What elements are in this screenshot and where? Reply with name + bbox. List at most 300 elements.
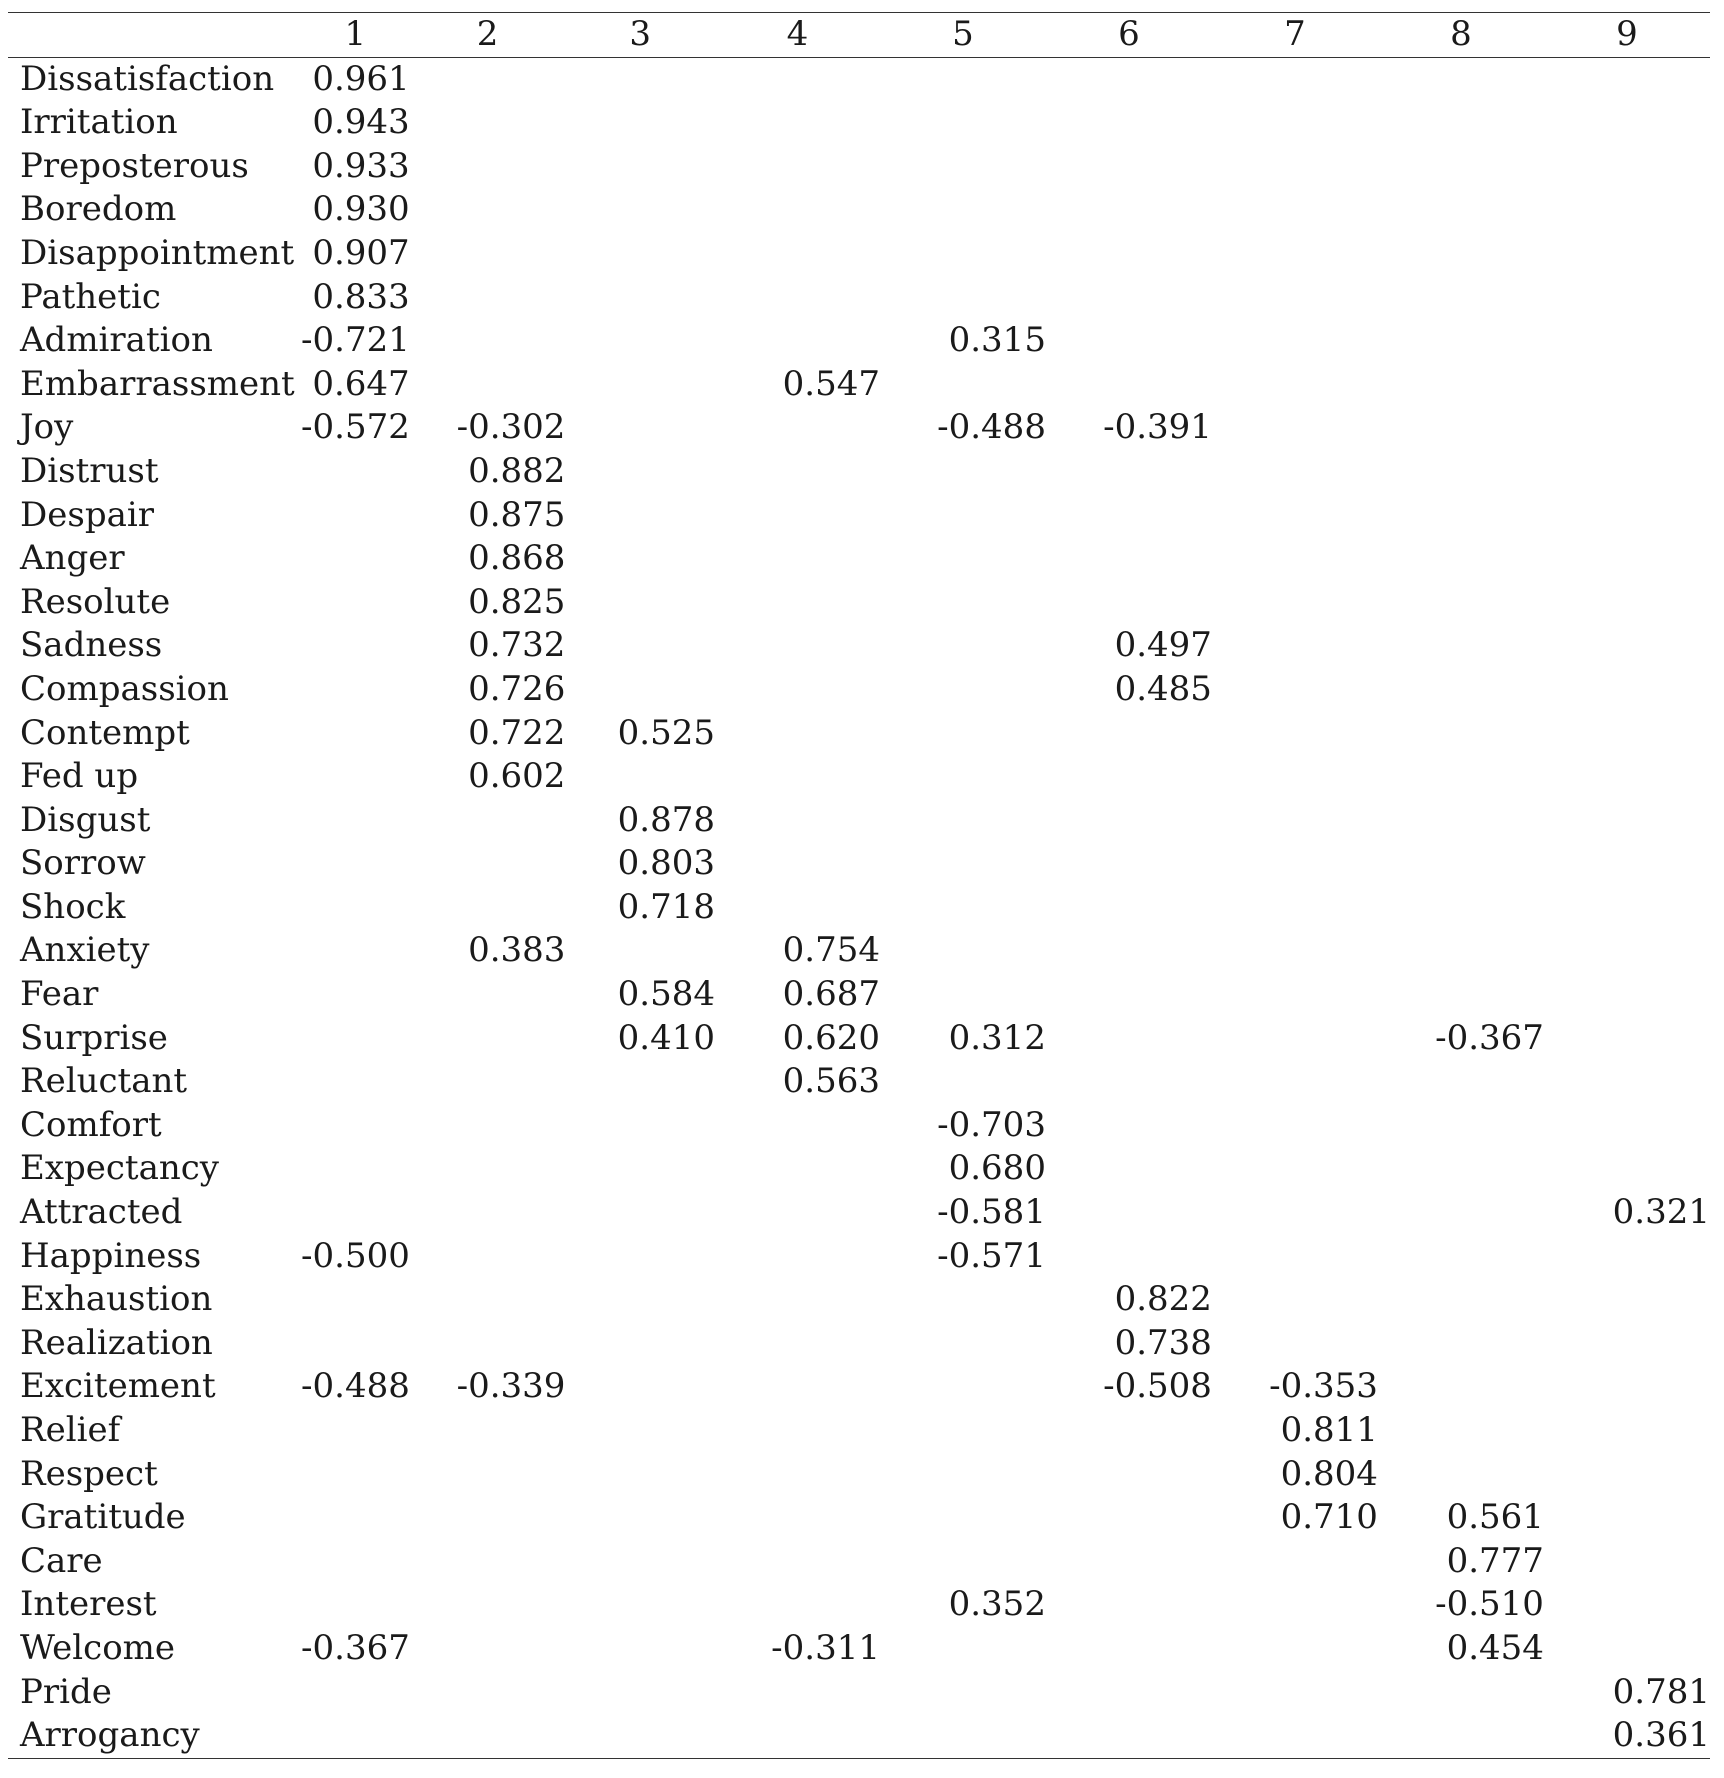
loading-cell-factor-3 xyxy=(565,363,715,407)
loading-cell-factor-3 xyxy=(565,450,715,494)
loading-cell-factor-2: 0.732 xyxy=(468,625,566,666)
row-label: Expectancy xyxy=(20,1148,220,1189)
loading-cell-factor-9 xyxy=(1544,1540,1710,1584)
row-label: Preposterous xyxy=(20,145,249,186)
loading-cell-factor-7 xyxy=(1212,494,1378,538)
loading-cell-factor-6 xyxy=(1046,799,1212,843)
header-cell-label xyxy=(8,13,301,58)
loading-cell-factor-6 xyxy=(1046,886,1212,930)
loading-cell-factor-7 xyxy=(1212,1060,1378,1104)
loading-cell-factor-7 xyxy=(1212,1191,1378,1235)
loading-cell-factor-1 xyxy=(301,624,410,668)
loading-cell-factor-8: 0.777 xyxy=(1446,1540,1544,1581)
loading-cell-factor-7 xyxy=(1212,188,1378,232)
loading-cell-factor-5 xyxy=(880,363,1046,407)
loading-cell-factor-2: 0.726 xyxy=(468,668,566,709)
row-label: Reluctant xyxy=(20,1061,188,1102)
loading-cell-factor-5 xyxy=(880,1671,1046,1715)
row-label: Pathetic xyxy=(20,276,161,317)
loading-cell-factor-1 xyxy=(301,1322,410,1366)
loading-cell-factor-9 xyxy=(1544,842,1710,886)
row-label: Despair xyxy=(20,494,154,535)
loading-cell-factor-3: 0.410 xyxy=(617,1017,715,1058)
loading-cell-factor-8 xyxy=(1378,1147,1544,1191)
loading-cell-factor-9: 0.321 xyxy=(1612,1192,1710,1233)
loading-cell-factor-9 xyxy=(1544,1409,1710,1453)
table-row xyxy=(8,712,1710,756)
loading-cell-factor-5: 0.352 xyxy=(948,1584,1046,1625)
table-row xyxy=(8,1191,1710,1235)
loading-cell-factor-7 xyxy=(1212,1104,1378,1148)
loading-cell-factor-4 xyxy=(715,101,880,145)
loading-cell-factor-8 xyxy=(1378,406,1544,450)
loading-cell-factor-8 xyxy=(1378,537,1544,581)
loading-cell-factor-9 xyxy=(1544,319,1710,363)
loading-cell-factor-8 xyxy=(1378,57,1544,101)
loading-cell-factor-9: 0.361 xyxy=(1612,1715,1710,1756)
loading-cell-factor-3 xyxy=(565,1365,715,1409)
loading-cell-factor-2 xyxy=(410,799,566,843)
loading-cell-factor-7 xyxy=(1212,1671,1378,1715)
table-row xyxy=(8,450,1710,494)
loading-cell-factor-4 xyxy=(715,1583,880,1627)
loading-cell-factor-5 xyxy=(880,537,1046,581)
loading-cell-factor-2 xyxy=(410,363,566,407)
loading-cell-factor-6 xyxy=(1046,1235,1212,1279)
loading-cell-factor-5 xyxy=(880,1627,1046,1671)
row-label: Shock xyxy=(20,886,126,927)
row-label: Distrust xyxy=(20,450,159,491)
loading-cell-factor-3 xyxy=(565,188,715,232)
loading-cell-factor-4: 0.620 xyxy=(782,1017,880,1058)
loading-cell-factor-2 xyxy=(410,1322,566,1366)
loading-cell-factor-8: -0.510 xyxy=(1435,1584,1544,1625)
loading-cell-factor-9 xyxy=(1544,973,1710,1017)
loading-cell-factor-5 xyxy=(880,188,1046,232)
loading-cell-factor-6 xyxy=(1046,145,1212,189)
loading-cell-factor-1 xyxy=(301,668,410,712)
loading-cell-factor-2 xyxy=(410,101,566,145)
table-row xyxy=(8,57,1710,101)
loading-cell-factor-9 xyxy=(1544,755,1710,799)
table-row xyxy=(8,668,1710,712)
loading-cell-factor-6 xyxy=(1046,1191,1212,1235)
loading-cell-factor-3 xyxy=(565,101,715,145)
loading-cell-factor-8 xyxy=(1378,755,1544,799)
loading-cell-factor-1 xyxy=(301,886,410,930)
table-row xyxy=(8,1496,1710,1540)
loading-cell-factor-2 xyxy=(410,188,566,232)
loading-cell-factor-4 xyxy=(715,319,880,363)
loading-cell-factor-9 xyxy=(1544,581,1710,625)
loading-cell-factor-6 xyxy=(1046,188,1212,232)
loading-cell-factor-4 xyxy=(715,1365,880,1409)
table-row xyxy=(8,973,1710,1017)
loading-cell-factor-4 xyxy=(715,886,880,930)
loading-cell-factor-1 xyxy=(301,973,410,1017)
loading-cell-factor-2 xyxy=(410,973,566,1017)
loading-cell-factor-7 xyxy=(1212,57,1378,101)
loading-cell-factor-2: 0.722 xyxy=(468,712,566,753)
loading-cell-factor-1: 0.833 xyxy=(312,276,410,317)
header-cell-factor-5: 5 xyxy=(952,14,974,54)
row-label: Realization xyxy=(20,1322,213,1363)
loading-cell-factor-1: 0.943 xyxy=(312,102,410,143)
loading-cell-factor-5 xyxy=(880,145,1046,189)
loading-cell-factor-9 xyxy=(1544,1147,1710,1191)
loading-cell-factor-7 xyxy=(1212,319,1378,363)
loading-cell-factor-6 xyxy=(1046,929,1212,973)
loading-cell-factor-2: -0.302 xyxy=(456,407,566,448)
table-row xyxy=(8,1365,1710,1409)
table-row xyxy=(8,1714,1710,1758)
loading-cell-factor-3 xyxy=(565,1714,715,1758)
loading-cell-factor-7 xyxy=(1212,1235,1378,1279)
loading-cell-factor-9 xyxy=(1544,1496,1710,1540)
loading-cell-factor-7 xyxy=(1212,842,1378,886)
loading-cell-factor-2 xyxy=(410,319,566,363)
loading-cell-factor-1 xyxy=(301,1017,410,1061)
loading-cell-factor-4 xyxy=(715,1104,880,1148)
loading-cell-factor-1: -0.367 xyxy=(301,1627,410,1668)
loading-cell-factor-9 xyxy=(1544,494,1710,538)
loading-cell-factor-5 xyxy=(880,1453,1046,1497)
loading-cell-factor-1 xyxy=(301,1060,410,1104)
row-label: Surprise xyxy=(20,1017,168,1058)
loading-cell-factor-8 xyxy=(1378,1322,1544,1366)
loading-cell-factor-9 xyxy=(1544,1627,1710,1671)
table-row xyxy=(8,232,1710,276)
factor-loadings-table xyxy=(8,12,1710,1759)
loading-cell-factor-5 xyxy=(880,799,1046,843)
loading-cell-factor-6 xyxy=(1046,1017,1212,1061)
table-row xyxy=(8,1453,1710,1497)
loading-cell-factor-4 xyxy=(715,1496,880,1540)
table-row xyxy=(8,1540,1710,1584)
loading-cell-factor-2 xyxy=(410,57,566,101)
loading-cell-factor-9 xyxy=(1544,145,1710,189)
loading-cell-factor-9 xyxy=(1544,450,1710,494)
table-row xyxy=(8,1278,1710,1322)
loading-cell-factor-1 xyxy=(301,1147,410,1191)
loading-cell-factor-1 xyxy=(301,537,410,581)
header-cell-factor-6: 6 xyxy=(1118,14,1140,54)
table-row xyxy=(8,1060,1710,1104)
header-cell-factor-4: 4 xyxy=(786,14,809,54)
loading-cell-factor-1 xyxy=(301,1191,410,1235)
loading-cell-factor-9 xyxy=(1544,1583,1710,1627)
row-label: Fear xyxy=(20,974,99,1015)
loading-cell-factor-7 xyxy=(1212,973,1378,1017)
loading-cell-factor-6 xyxy=(1046,1627,1212,1671)
loading-cell-factor-6: 0.822 xyxy=(1114,1279,1212,1320)
header-cell-factor-3: 3 xyxy=(629,14,652,54)
header-row xyxy=(8,13,1710,58)
loading-cell-factor-2 xyxy=(410,1060,566,1104)
loading-cell-factor-5 xyxy=(880,57,1046,101)
loading-cell-factor-7 xyxy=(1212,1278,1378,1322)
loading-cell-factor-5 xyxy=(880,1278,1046,1322)
loading-cell-factor-8: -0.367 xyxy=(1435,1017,1544,1058)
loading-cell-factor-9 xyxy=(1544,406,1710,450)
loading-cell-factor-8 xyxy=(1378,188,1544,232)
table-header xyxy=(8,13,1710,58)
loading-cell-factor-3 xyxy=(565,537,715,581)
header-cell-factor-8: 8 xyxy=(1450,14,1472,54)
loading-cell-factor-5 xyxy=(880,1714,1046,1758)
header-cell-factor-7: 7 xyxy=(1284,14,1306,54)
loading-cell-factor-3 xyxy=(565,624,715,668)
table-row xyxy=(8,537,1710,581)
loading-cell-factor-7 xyxy=(1212,668,1378,712)
loading-cell-factor-1 xyxy=(301,1496,410,1540)
loading-cell-factor-2: 0.868 xyxy=(468,538,566,579)
table-row xyxy=(8,886,1710,930)
loading-cell-factor-3 xyxy=(565,581,715,625)
loading-cell-factor-2: 0.383 xyxy=(468,930,566,971)
loading-cell-factor-9 xyxy=(1544,929,1710,973)
loading-cell-factor-5: -0.488 xyxy=(937,407,1046,448)
loading-cell-factor-5 xyxy=(880,1409,1046,1453)
loading-cell-factor-6 xyxy=(1046,1104,1212,1148)
loading-cell-factor-6: 0.497 xyxy=(1114,625,1212,666)
loading-cell-factor-2 xyxy=(410,1235,566,1279)
loading-cell-factor-5 xyxy=(880,886,1046,930)
loading-cell-factor-8: 0.561 xyxy=(1446,1497,1544,1538)
loading-cell-factor-5 xyxy=(880,1496,1046,1540)
row-label: Excitement xyxy=(20,1366,216,1407)
loading-cell-factor-4 xyxy=(715,450,880,494)
loading-cell-factor-7 xyxy=(1212,799,1378,843)
loading-cell-factor-6 xyxy=(1046,755,1212,799)
loading-cell-factor-9 xyxy=(1544,276,1710,320)
loading-cell-factor-2: -0.339 xyxy=(456,1366,566,1407)
loading-cell-factor-3 xyxy=(565,755,715,799)
loading-cell-factor-2 xyxy=(410,232,566,276)
row-label: Disgust xyxy=(20,799,151,840)
row-label: Joy xyxy=(20,407,74,448)
row-label: Attracted xyxy=(20,1192,183,1233)
loading-cell-factor-3: 0.718 xyxy=(617,886,715,927)
loading-cell-factor-4: 0.547 xyxy=(782,363,880,404)
loading-cell-factor-6 xyxy=(1046,1147,1212,1191)
loading-cell-factor-8 xyxy=(1378,232,1544,276)
loading-cell-factor-6 xyxy=(1046,1714,1212,1758)
loading-cell-factor-1: -0.500 xyxy=(301,1235,410,1276)
loading-cell-factor-4 xyxy=(715,712,880,756)
loading-cell-factor-4 xyxy=(715,276,880,320)
row-label: Irritation xyxy=(20,102,178,143)
table-row xyxy=(8,319,1710,363)
loading-cell-factor-4 xyxy=(715,581,880,625)
loading-cell-factor-9 xyxy=(1544,1017,1710,1061)
table-row xyxy=(8,1017,1710,1061)
loading-cell-factor-3 xyxy=(565,1278,715,1322)
loading-cell-factor-6: 0.485 xyxy=(1114,668,1212,709)
row-label: Embarrassment xyxy=(20,363,295,404)
table-row xyxy=(8,1409,1710,1453)
row-label: Boredom xyxy=(20,189,177,230)
loading-cell-factor-2 xyxy=(410,842,566,886)
header-cell-factor-9: 9 xyxy=(1616,14,1638,54)
loading-cell-factor-5: -0.703 xyxy=(937,1104,1046,1145)
loading-cell-factor-1 xyxy=(301,1278,410,1322)
loading-cell-factor-5: -0.581 xyxy=(937,1192,1046,1233)
loading-cell-factor-6 xyxy=(1046,1409,1212,1453)
loading-cell-factor-5 xyxy=(880,712,1046,756)
loading-cell-factor-8 xyxy=(1378,1714,1544,1758)
loading-cell-factor-9 xyxy=(1544,188,1710,232)
loading-cell-factor-1 xyxy=(301,755,410,799)
loading-cell-factor-4: -0.311 xyxy=(771,1627,880,1668)
loading-cell-factor-2 xyxy=(410,1147,566,1191)
loading-cell-factor-9 xyxy=(1544,57,1710,101)
loading-cell-factor-8 xyxy=(1378,1278,1544,1322)
loading-cell-factor-9 xyxy=(1544,1453,1710,1497)
loading-cell-factor-2 xyxy=(410,886,566,930)
loading-cell-factor-1: -0.721 xyxy=(301,320,410,361)
loading-cell-factor-4 xyxy=(715,1671,880,1715)
loading-cell-factor-5: -0.571 xyxy=(937,1235,1046,1276)
loading-cell-factor-7 xyxy=(1212,1627,1378,1671)
loading-cell-factor-5 xyxy=(880,929,1046,973)
loading-cell-factor-7: -0.353 xyxy=(1269,1366,1378,1407)
loading-cell-factor-4 xyxy=(715,624,880,668)
loading-cell-factor-2 xyxy=(410,1191,566,1235)
loading-cell-factor-7 xyxy=(1212,712,1378,756)
loading-cell-factor-1 xyxy=(301,1671,410,1715)
loading-cell-factor-8 xyxy=(1378,363,1544,407)
loading-cell-factor-6 xyxy=(1046,232,1212,276)
loading-cell-factor-7 xyxy=(1212,145,1378,189)
loading-cell-factor-4: 0.754 xyxy=(782,930,880,971)
loading-cell-factor-6 xyxy=(1046,57,1212,101)
loading-cell-factor-2 xyxy=(410,1627,566,1671)
loading-cell-factor-7 xyxy=(1212,929,1378,973)
loading-cell-factor-8 xyxy=(1378,886,1544,930)
loading-cell-factor-6 xyxy=(1046,363,1212,407)
loading-cell-factor-5: 0.312 xyxy=(948,1017,1046,1058)
loading-cell-factor-7: 0.804 xyxy=(1280,1453,1378,1494)
table-row xyxy=(8,929,1710,973)
loading-cell-factor-4 xyxy=(715,668,880,712)
loading-cell-factor-5 xyxy=(880,1365,1046,1409)
loading-cell-factor-2 xyxy=(410,1583,566,1627)
loading-cell-factor-3: 0.878 xyxy=(617,799,715,840)
loading-cell-factor-9: 0.781 xyxy=(1612,1671,1710,1712)
loading-cell-factor-4 xyxy=(715,232,880,276)
loading-cell-factor-5 xyxy=(880,450,1046,494)
loading-cell-factor-5 xyxy=(880,101,1046,145)
row-label: Relief xyxy=(20,1410,121,1450)
loading-cell-factor-2 xyxy=(410,1540,566,1584)
loading-cell-factor-3 xyxy=(565,1191,715,1235)
table-row xyxy=(8,755,1710,799)
row-label: Interest xyxy=(20,1584,157,1625)
table-row xyxy=(8,1671,1710,1715)
loading-cell-factor-9 xyxy=(1544,668,1710,712)
table-row xyxy=(8,1235,1710,1279)
table-row xyxy=(8,799,1710,843)
loading-cell-factor-4 xyxy=(715,145,880,189)
loading-cell-factor-9 xyxy=(1544,624,1710,668)
loading-cell-factor-8: 0.454 xyxy=(1446,1627,1544,1668)
row-label: Sadness xyxy=(20,625,163,666)
loading-cell-factor-8 xyxy=(1378,799,1544,843)
loading-cell-factor-1: 0.907 xyxy=(312,232,410,273)
loading-cell-factor-5 xyxy=(880,624,1046,668)
loading-cell-factor-6 xyxy=(1046,276,1212,320)
loading-cell-factor-4: 0.563 xyxy=(782,1061,880,1102)
table-row xyxy=(8,188,1710,232)
row-label: Sorrow xyxy=(20,843,146,884)
loading-cell-factor-4 xyxy=(715,494,880,538)
loading-cell-factor-4 xyxy=(715,1322,880,1366)
loading-cell-factor-8 xyxy=(1378,276,1544,320)
loading-cell-factor-1 xyxy=(301,494,410,538)
loading-cell-factor-2: 0.875 xyxy=(468,494,566,535)
loading-cell-factor-3 xyxy=(565,232,715,276)
loading-cell-factor-6 xyxy=(1046,101,1212,145)
loading-cell-factor-9 xyxy=(1544,1104,1710,1148)
loading-cell-factor-4 xyxy=(715,799,880,843)
loading-cell-factor-8 xyxy=(1378,494,1544,538)
loading-cell-factor-1 xyxy=(301,799,410,843)
loading-cell-factor-9 xyxy=(1544,1060,1710,1104)
loading-cell-factor-5 xyxy=(880,1322,1046,1366)
loading-cell-factor-5 xyxy=(880,668,1046,712)
loading-cell-factor-6 xyxy=(1046,537,1212,581)
loading-cell-factor-1 xyxy=(301,712,410,756)
header-cell-factor-1: 1 xyxy=(344,14,367,54)
row-label: Care xyxy=(20,1540,103,1581)
loading-cell-factor-1 xyxy=(301,929,410,973)
table-row xyxy=(8,363,1710,407)
loading-cell-factor-4 xyxy=(715,1191,880,1235)
loading-cell-factor-7 xyxy=(1212,1017,1378,1061)
loading-cell-factor-4 xyxy=(715,188,880,232)
loading-cell-factor-6 xyxy=(1046,973,1212,1017)
loading-cell-factor-8 xyxy=(1378,1191,1544,1235)
loading-cell-factor-4 xyxy=(715,1409,880,1453)
loading-cell-factor-8 xyxy=(1378,668,1544,712)
loading-cell-factor-9 xyxy=(1544,1235,1710,1279)
loading-cell-factor-6 xyxy=(1046,1060,1212,1104)
row-label: Welcome xyxy=(20,1627,176,1668)
loading-cell-factor-1: 0.961 xyxy=(312,58,410,99)
loading-cell-factor-7 xyxy=(1212,101,1378,145)
loading-cell-factor-1: 0.647 xyxy=(312,363,410,404)
loading-cell-factor-2 xyxy=(410,1104,566,1148)
loading-cell-factor-6 xyxy=(1046,1540,1212,1584)
loading-cell-factor-6: -0.508 xyxy=(1103,1366,1212,1407)
loading-cell-factor-3 xyxy=(565,1583,715,1627)
table-row xyxy=(8,406,1710,450)
row-label: Fed up xyxy=(20,756,139,797)
table-row xyxy=(8,145,1710,189)
loading-cell-factor-7 xyxy=(1212,537,1378,581)
loading-cell-factor-2: 0.825 xyxy=(468,581,566,622)
loading-cell-factor-6 xyxy=(1046,450,1212,494)
loading-cell-factor-7 xyxy=(1212,232,1378,276)
row-label: Happiness xyxy=(20,1235,202,1276)
loading-cell-factor-6 xyxy=(1046,1496,1212,1540)
loading-cell-factor-8 xyxy=(1378,929,1544,973)
row-label: Admiration xyxy=(20,320,213,361)
loading-cell-factor-3 xyxy=(565,1540,715,1584)
loading-cell-factor-2 xyxy=(410,1453,566,1497)
loading-cell-factor-7 xyxy=(1212,581,1378,625)
